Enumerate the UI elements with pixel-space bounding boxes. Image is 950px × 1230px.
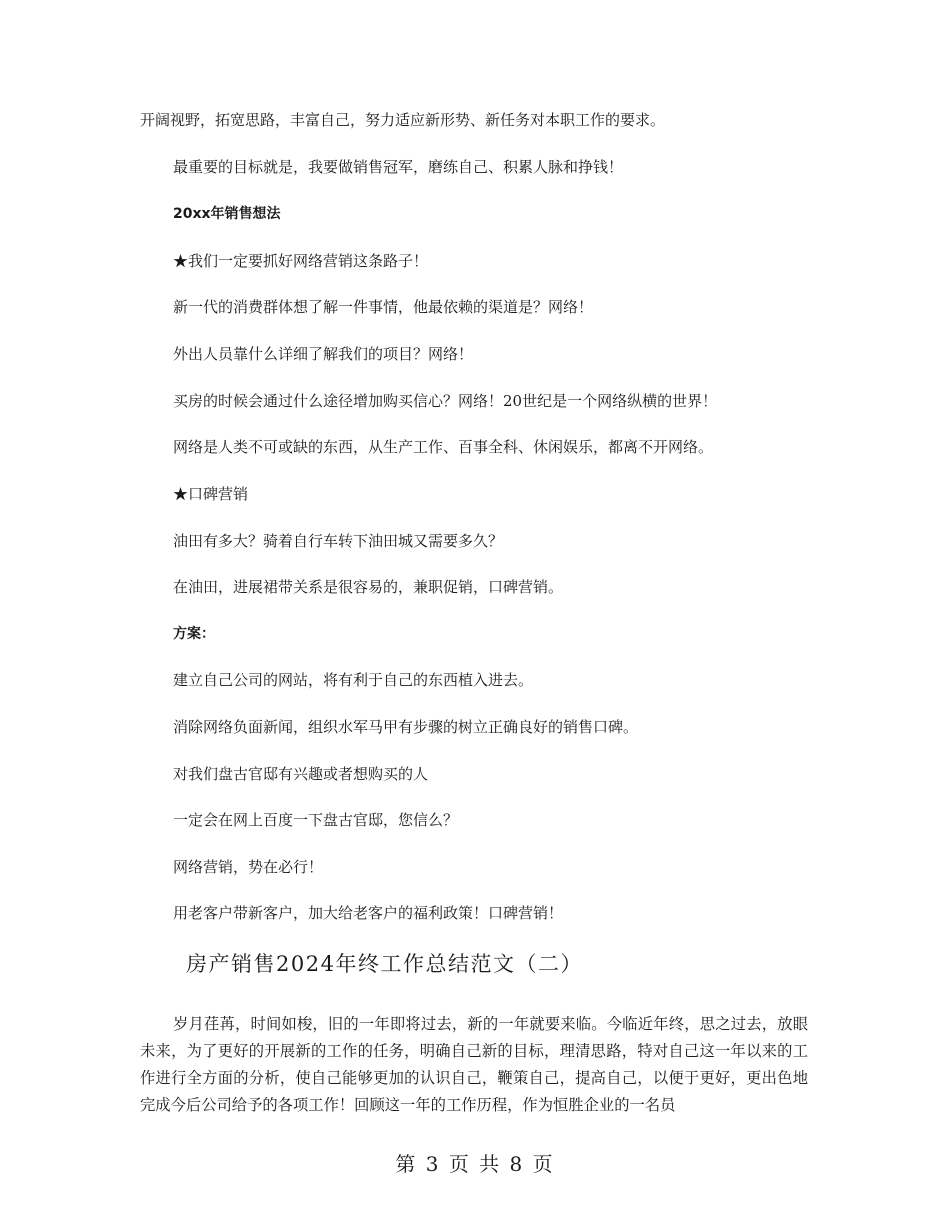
section-title: 房产销售2024年终工作总结范文（二） <box>186 952 583 976</box>
body-line: ★口碑营销 <box>173 485 249 503</box>
body-line: 用老客户带新客户，加大给老客户的福利政策！口碑营销！ <box>173 904 564 922</box>
page-number-footer: 第 3 页 共 8 页 <box>395 1152 555 1176</box>
body-line: 最重要的目标就是，我要做销售冠军，磨练自己、积累人脉和挣钱！ <box>173 158 624 176</box>
body-line: 消除网络负面新闻，组织水军马甲有步骤的树立正确良好的销售口碑。 <box>173 718 639 736</box>
body-line: 外出人员靠什么详细了解我们的项目？网络！ <box>173 345 474 363</box>
body-paragraph: 岁月荏苒，时间如梭，旧的一年即将过去，新的一年就要来临。今临近年终，思之过去，放眼未来，为了更好的开展新的工作的任务，明确自己新的目标，理清思路，特对自己这一年以来的工作进行全方面的分析，使自己能够更加的认识自己，鞭策自己，提高自己，以便于更好，更出色地完成今后公司给予的各项工作！回顾这一年的工作历程，作为恒胜企业的一名员 <box>140 1015 808 1114</box>
body-line: 网络营销，势在必行！ <box>173 858 324 876</box>
body-line: 网络是人类不可或缺的东西，从生产工作、百事全科、休闲娱乐，都离不开网络。 <box>173 438 714 456</box>
body-line: 对我们盘古官邸有兴趣或者想购买的人 <box>173 765 429 783</box>
body-line: 在油田，进展裙带关系是很容易的，兼职促销，口碑营销。 <box>173 578 564 596</box>
subheading: 方案： <box>173 626 215 642</box>
body-line: 买房的时候会通过什么途径增加购买信心？网络！20世纪是一个网络纵横的世界！ <box>173 392 718 410</box>
subheading: 20xx年销售想法 <box>173 206 281 222</box>
body-line: 开阔视野，拓宽思路，丰富自己，努力适应新形势、新任务对本职工作的要求。 <box>140 111 666 129</box>
body-line: 一定会在网上百度一下盘古官邸，您信么？ <box>173 811 459 829</box>
body-line: ★我们一定要抓好网络营销这条路子！ <box>173 252 429 270</box>
body-line: 新一代的消费群体想了解一件事情，他最依赖的渠道是？网络！ <box>173 298 594 316</box>
body-line: 油田有多大？骑着自行车转下油田城又需要多久？ <box>173 532 504 550</box>
body-line: 建立自己公司的网站，将有利于自己的东西植入进去。 <box>173 671 534 689</box>
